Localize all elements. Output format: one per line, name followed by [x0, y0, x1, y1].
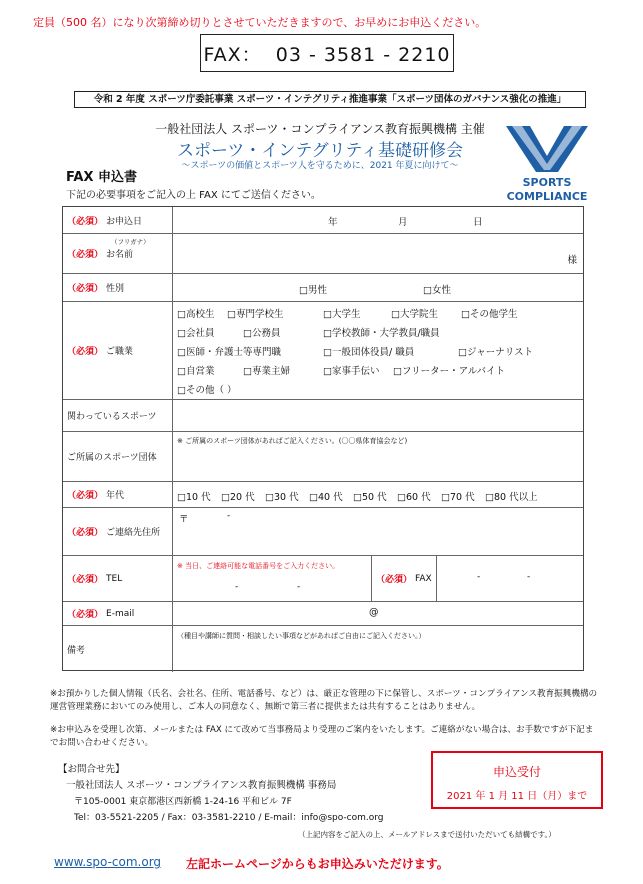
fax-dash: -	[477, 572, 481, 582]
inquiry-block	[58, 762, 383, 826]
address-field[interactable]	[173, 508, 583, 555]
age-option[interactable]: □20 代	[221, 492, 255, 503]
gender-female-checkbox[interactable]: □女性	[423, 285, 451, 296]
occupation-other-option[interactable]: □その他（ ）	[177, 385, 237, 396]
occupation-option[interactable]: □学校教師・大学教員/職員	[323, 328, 440, 339]
required-mark: （必須）	[67, 347, 104, 357]
email-submission-note: （上記内容をご記入の上、メールアドレスまで送付いただいても結構です。）	[298, 830, 556, 839]
remarks-field[interactable]	[173, 626, 583, 672]
project-banner: 令和 2 年度 スポーツ庁委託事業 スポーツ・インテグリティ推進事業「スポーツ団体のガバナンス強化の推進」	[74, 91, 586, 108]
date-label: お申込日	[106, 216, 143, 227]
occupation-option[interactable]: □ジャーナリスト	[458, 347, 534, 358]
row-remarks	[63, 625, 583, 672]
organization-label: ご所属のスポーツ団体	[67, 453, 157, 463]
occupation-option[interactable]: □大学生	[323, 309, 361, 320]
occupation-option[interactable]: □家事手伝い	[323, 366, 380, 377]
age-option[interactable]: □30 代	[265, 492, 299, 503]
inquiry-org: 一般社団法人 スポーツ・コンプライアンス教育振興機構 事務局	[66, 780, 337, 791]
age-option[interactable]: □80 代以上	[485, 492, 538, 503]
sports-compliance-logo	[500, 120, 594, 206]
remarks-label: 備考	[67, 645, 86, 656]
occupation-option[interactable]: □専門学校生	[227, 309, 284, 320]
email-at-mark: @	[369, 607, 379, 618]
age-label: 年代	[106, 491, 125, 501]
row-age	[63, 481, 583, 507]
sports-field[interactable]	[173, 400, 583, 431]
fax-number-box: FAX： 03 - 3581 - 2210	[200, 34, 454, 72]
application-form	[62, 206, 584, 671]
inquiry-address: 〒105-0001 東京都港区西新橋 1-24-16 平和ビル 7F	[74, 797, 292, 807]
date-field[interactable]	[173, 207, 583, 233]
fax-dash: -	[527, 572, 531, 582]
form-title: FAX 申込書	[66, 170, 137, 185]
logo-text-sports: SPORTS	[522, 176, 572, 189]
occupation-option[interactable]: □医師・弁護士等専門職	[177, 347, 281, 358]
capacity-notice: 定員（500 名）になり次第締め切りとさせていただきますので、お早めにお申込ください。	[33, 16, 487, 29]
required-mark: （必須）	[67, 575, 104, 585]
occupation-option[interactable]: □会社員	[177, 328, 215, 339]
occupation-option[interactable]: □その他学生	[461, 309, 518, 320]
remarks-note: （種目や講師に質問・相談したい事項などがあればご自由にご記入ください。）	[177, 632, 426, 640]
occupation-option[interactable]: □高校生	[177, 309, 215, 320]
age-option[interactable]: □10 代	[177, 492, 211, 503]
row-tel	[63, 555, 583, 601]
postal-dash: -	[227, 511, 231, 521]
occupation-label: ご職業	[106, 347, 134, 357]
row-occupation	[63, 301, 583, 399]
email-field[interactable]	[173, 602, 583, 625]
name-field[interactable]	[173, 234, 583, 273]
occupation-option[interactable]: □一般団体役員/ 職員	[323, 347, 415, 358]
occupation-option[interactable]: □自営業	[177, 366, 215, 377]
year-label: 年	[328, 217, 338, 228]
tel-dash: -	[297, 582, 301, 592]
deadline-date: 2021 年 1 月 11 日（月）まで	[446, 791, 588, 802]
occupation-option[interactable]: □大学院生	[391, 309, 438, 320]
sports-label: 関わっているスポーツ	[67, 412, 157, 422]
required-mark: （必須）	[67, 250, 104, 260]
website-link[interactable]: www.spo-com.org	[54, 855, 162, 869]
fax-field[interactable]	[437, 556, 583, 601]
required-mark: （必須）	[67, 491, 104, 501]
row-sports	[63, 399, 583, 431]
email-label: E-mail	[106, 608, 135, 619]
furigana-label: （フリガナ）	[111, 238, 150, 246]
age-option[interactable]: □70 代	[441, 492, 475, 503]
row-date	[63, 207, 583, 233]
privacy-note: ※お預かりした個人情報（氏名、会社名、住所、電話番号、など）は、厳正な管理の下に保管し、スポーツ・コンプライアンス教育振興機構の運営管理業務においてのみ使用し、ご本人の同意なく、無断で第三者に提供または共有することはありません。	[50, 689, 598, 712]
row-address	[63, 507, 583, 555]
gender-male-checkbox[interactable]: □男性	[299, 285, 327, 296]
age-option[interactable]: □60 代	[397, 492, 431, 503]
required-mark: （必須）	[67, 216, 104, 227]
seminar-title: スポーツ・インテグリティ基礎研修会	[177, 141, 463, 161]
age-option[interactable]: □50 代	[353, 492, 387, 503]
month-label: 月	[398, 217, 408, 228]
row-organization	[63, 431, 583, 481]
day-label: 日	[473, 217, 483, 228]
occupation-option[interactable]: □公務員	[243, 328, 281, 339]
gender-label: 性別	[106, 284, 125, 294]
organization-note: ※ ご所属のスポーツ団体があればご記入ください。(〇〇県体育協会など)	[177, 437, 408, 445]
age-option[interactable]: □40 代	[309, 492, 343, 503]
row-email	[63, 601, 583, 625]
row-gender	[63, 273, 583, 301]
address-label: ご連絡先住所	[106, 528, 161, 538]
tel-label: TEL	[106, 573, 123, 584]
deadline-title: 申込受付	[492, 765, 541, 779]
inquiry-heading: 【お問合せ先】	[58, 764, 125, 775]
required-mark: （必須）	[67, 284, 104, 294]
required-mark: （必須）	[67, 610, 104, 620]
postal-mark: 〒	[179, 514, 189, 525]
tel-note: ※ 当日、ご連絡可能な電話番号をご入力ください。	[177, 562, 340, 570]
name-label: お名前	[106, 250, 134, 260]
required-mark: （必須）	[67, 528, 104, 538]
seminar-subtitle: ～スポーツの価値とスポーツ人を守るために、2021 年夏に向けて～	[181, 161, 459, 171]
tel-dash: -	[235, 582, 239, 592]
receipt-note: ※お申込みを受理し次第、メールまたは FAX にて改めて当事務局より受理のご案内をいたします。ご連絡がない場合は、お手数ですが下記までお問い合わせください。	[50, 725, 594, 748]
website-note: 左記ホームページからもお申込みいただけます。	[186, 857, 449, 871]
fax-label: FAX	[415, 573, 432, 584]
organizer: 一般社団法人 スポーツ・コンプライアンス教育振興機構 主催	[155, 122, 485, 136]
deadline-box	[431, 751, 603, 809]
required-mark: （必須）	[376, 575, 413, 585]
inquiry-contact: Tel：03-5521-2205 / Fax：03-3581-2210 / E-mail：info@spo-com.org	[74, 813, 384, 823]
honorific-suffix: 様	[567, 255, 577, 266]
occupation-option[interactable]: □フリーター・アルバイト	[393, 366, 506, 377]
form-instruction: 下記の必要事項をご記入の上 FAX にてご送信ください。	[66, 190, 321, 201]
organization-field[interactable]	[173, 432, 583, 481]
logo-text-compliance: COMPLIANCE	[506, 190, 588, 203]
occupation-option[interactable]: □専業主婦	[243, 366, 290, 377]
tel-field[interactable]	[173, 556, 371, 601]
fax-field-label	[371, 556, 437, 601]
row-name	[63, 233, 583, 273]
